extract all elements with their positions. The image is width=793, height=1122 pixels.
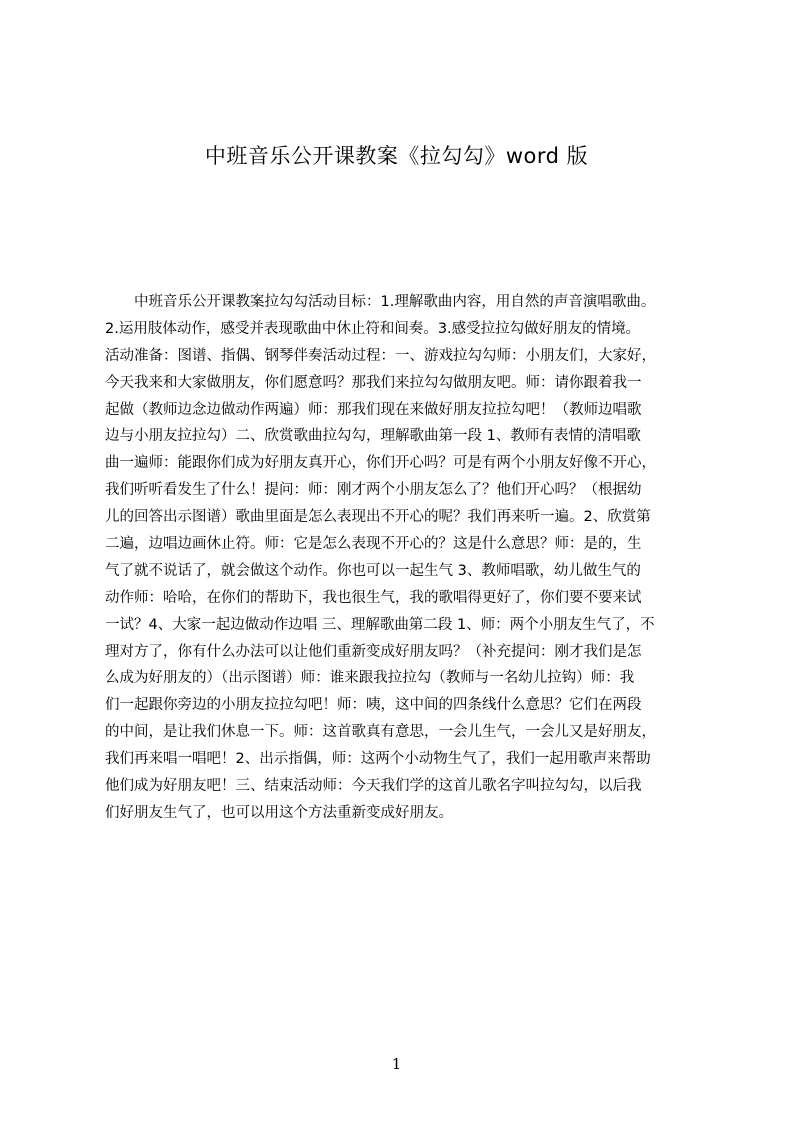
text-line: 他们成为好朋友吧！三、结束活动师：今天我们学的这首儿歌名字叫拉勾勾，以后我 — [105, 778, 642, 795]
text-line: 曲一遍师：能跟你们成为好朋友真开心，你们开心吗？可是有两个小朋友好像不开心， — [105, 455, 656, 472]
document-title: 中班音乐公开课教案《拉勾勾》word 版 — [204, 144, 589, 168]
text-line: 中班音乐公开课教案拉勾勾活动目标：1.理解歌曲内容，用自然的声音演唱歌曲。 — [105, 294, 656, 310]
text-line: 我们再来唱一唱吧！2、出示指偶，师：这两个小动物生气了，我们一起用歌声来帮助 — [105, 751, 651, 768]
text-line: 一试？4、大家一起边做动作边唱 三、理解歌曲第二段 1、师：两个小朋友生气了，不 — [105, 616, 655, 633]
text-line: 儿的回答出示图谱）歌曲里面是怎么表现出不开心的呢？我们再来听一遍。2、欣赏第 — [105, 509, 651, 526]
text-line: 活动准备：图谱、指偶、钢琴伴奏活动过程：一、游戏拉勾勾师：小朋友们，大家好， — [105, 347, 656, 364]
text-line: 边与小朋友拉拉勾）二、欣赏歌曲拉勾勾，理解歌曲第一段 1、教师有表情的清唱歌 — [105, 428, 641, 445]
text-line: 理对方了，你有什么办法可以让他们重新变成好朋友吗？（补充提问：刚才我们是怎 — [105, 643, 642, 660]
text-line: 我们听听看发生了什么！提问：师：刚才两个小朋友怎么了？他们开心吗？（根据幼 — [105, 482, 642, 499]
text-line: 么成为好朋友的）（出示图谱）师：谁来跟我拉拉勾（教师与一名幼儿拉钩）师：我 — [105, 670, 635, 687]
text-line: 动作师：哈哈，在你们的帮助下，我也很生气，我的歌唱得更好了，你们要不要来试 — [105, 589, 642, 606]
text-line: 起做（教师边念边做动作两遍）师：那我们现在来做好朋友拉拉勾吧！（教师边唱歌 — [105, 401, 642, 418]
text-line: 气了就不说话了，就会做这个动作。你也可以一起生气 3、教师唱歌，幼儿做生气的 — [105, 562, 641, 579]
body-text — [105, 289, 697, 827]
page-number: 1 — [391, 1055, 402, 1073]
text-line: 2.运用肢体动作，感受并表现歌曲中休止符和间奏。3.感受拉拉勾做好朋友的情境。 — [105, 320, 641, 337]
text-line: 们一起跟你旁边的小朋友拉拉勾吧！师：咦，这中间的四条线什么意思？它们在两段 — [105, 697, 642, 714]
text-line: 们好朋友生气了，也可以用这个方法重新变成好朋友。 — [105, 804, 453, 821]
text-line: 今天我来和大家做朋友，你们愿意吗？那我们来拉勾勾做朋友吧。师：请你跟着我一 — [105, 374, 642, 391]
text-line: 二遍，边唱边画休止符。师：它是怎么表现不开心的？这是什么意思？师：是的，生 — [105, 536, 642, 553]
text-line: 的中间，是让我们休息一下。师：这首歌真有意思，一会儿生气，一会儿又是好朋友， — [105, 724, 656, 741]
